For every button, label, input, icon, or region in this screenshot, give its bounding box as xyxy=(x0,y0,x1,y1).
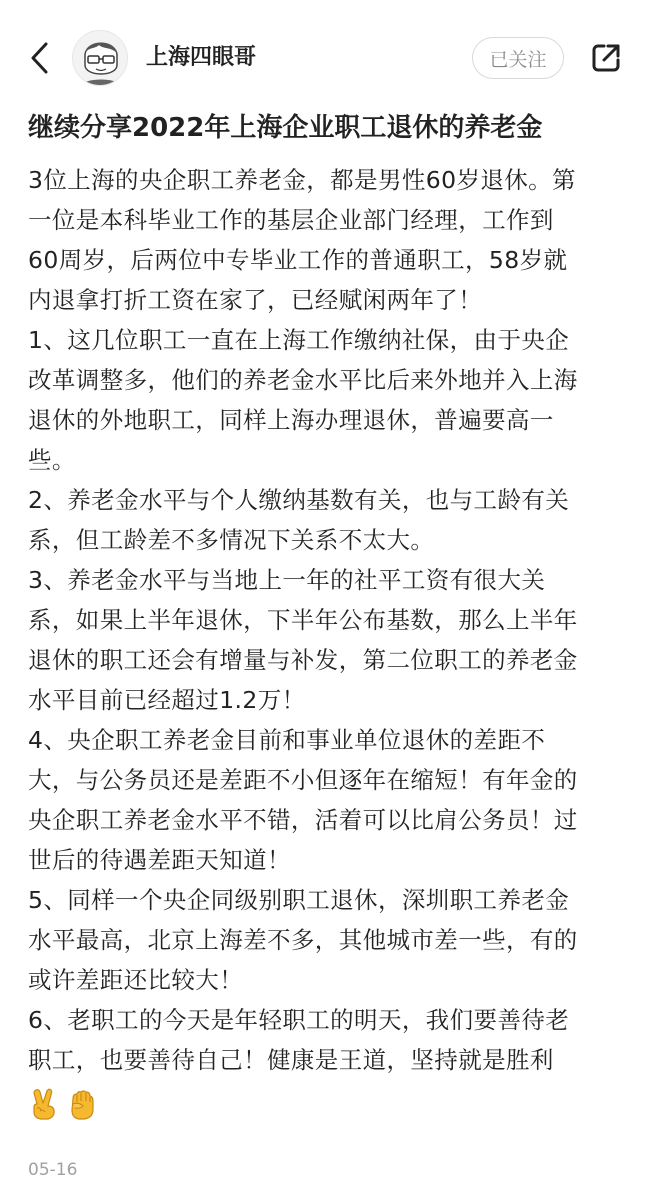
post-line: 4、央企职工养老金目前和事业单位退休的差距不 xyxy=(28,726,546,754)
post-line: 退休的职工还会有增量与补发，第二位职工的养老金 xyxy=(28,646,578,674)
follow-status-button[interactable]: 已关注 xyxy=(472,37,564,79)
avatar-image xyxy=(73,31,128,86)
share-external-icon xyxy=(590,42,622,74)
victory-hand-icon xyxy=(28,1087,60,1121)
post-line: 大，与公务员还是差距不小但逐年在缩短！有年金的 xyxy=(28,766,578,794)
post-line: 3位上海的央企职工养老金，都是男性60岁退休。第 xyxy=(28,166,576,194)
post-line: 央企职工养老金水平不错，活着可以比肩公务员！过 xyxy=(28,806,578,834)
post-line: 60周岁，后两位中专毕业工作的普通职工，58岁就 xyxy=(28,246,568,274)
post-body xyxy=(28,160,628,1126)
post-date: 05-16 xyxy=(28,1160,78,1180)
post-line: 一位是本科毕业工作的基层企业部门经理，工作到 xyxy=(28,206,554,234)
raised-fist-icon xyxy=(66,1087,98,1121)
post-line: 水平目前已经超过1.2万！ xyxy=(28,686,306,714)
post-line: 内退拿打折工资在家了，已经赋闲两年了！ xyxy=(28,286,483,314)
post-line: 1、这几位职工一直在上海工作缴纳社保，由于央企 xyxy=(28,326,570,354)
post-line: 职工，也要善待自己！健康是王道，坚持就是胜利 xyxy=(28,1046,554,1074)
post-title: 继续分享2022年上海企业职工退休的养老金 xyxy=(28,113,543,143)
post-line: 水平最高，北京上海差不多，其他城市差一些，有的 xyxy=(28,926,578,954)
post-line: 3、养老金水平与当地上一年的社平工资有很大关 xyxy=(28,566,546,594)
post-line: 退休的外地职工，同样上海办理退休，普遍要高一 xyxy=(28,406,554,434)
post-line: 2、养老金水平与个人缴纳基数有关，也与工龄有关 xyxy=(28,486,570,514)
top-bar xyxy=(0,0,649,118)
post-line: 5、同样一个央企同级别职工退休，深圳职工养老金 xyxy=(28,886,570,914)
post-line: 改革调整多，他们的养老金水平比后来外地并入上海 xyxy=(28,366,578,394)
post-line: 系，如果上半年退休，下半年公布基数，那么上半年 xyxy=(28,606,578,634)
share-button[interactable] xyxy=(586,38,626,78)
post-line: 些。 xyxy=(28,446,76,474)
chevron-left-icon xyxy=(29,41,51,75)
post-line: 或许差距还比较大！ xyxy=(28,966,244,994)
back-button[interactable] xyxy=(22,36,58,80)
emoji-row xyxy=(28,1082,628,1126)
username[interactable]: 上海四眼哥 xyxy=(146,45,257,70)
avatar[interactable] xyxy=(72,30,128,86)
post-line: 系，但工龄差不多情况下关系不太大。 xyxy=(28,526,435,554)
post-line: 世后的待遇差距天知道！ xyxy=(28,846,291,874)
post-line: 6、老职工的今天是年轻职工的明天，我们要善待老 xyxy=(28,1006,570,1034)
